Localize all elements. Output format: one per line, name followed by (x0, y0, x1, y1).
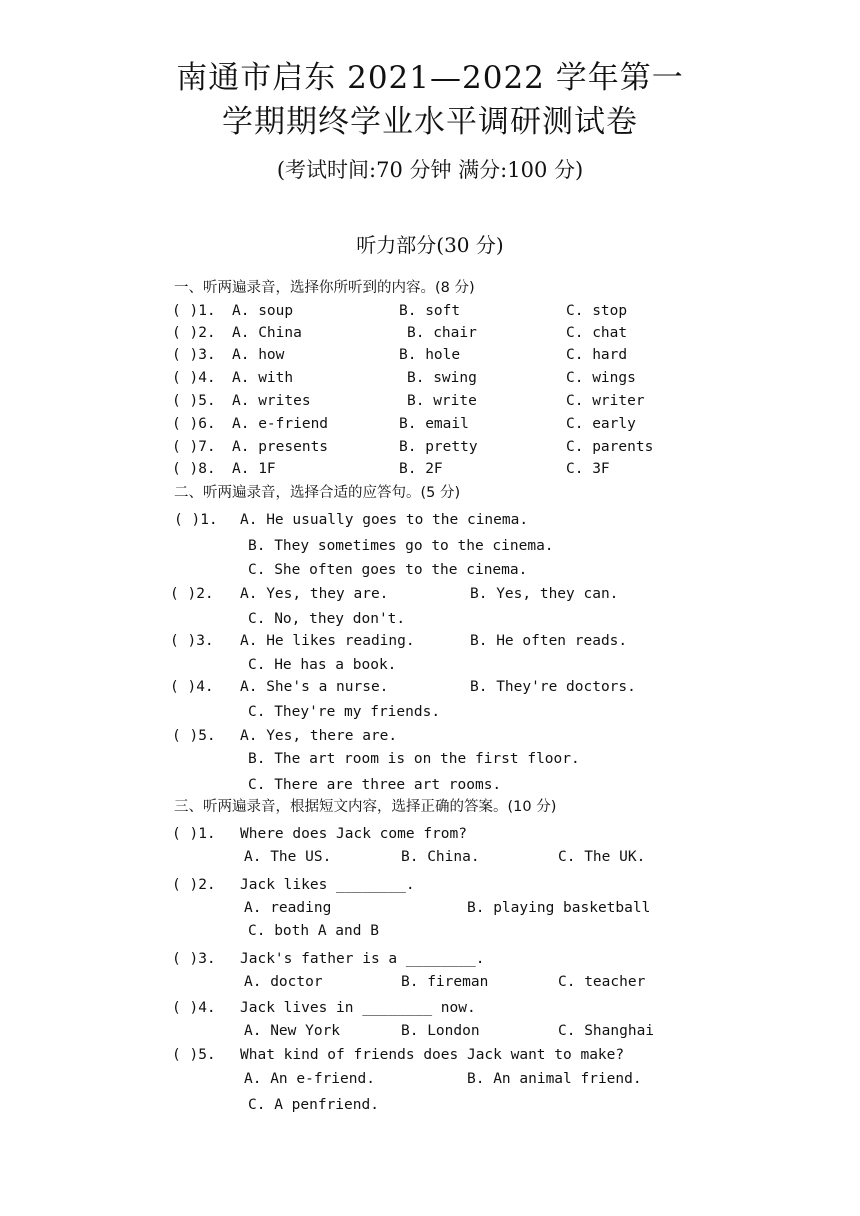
option-c: C. 3F (566, 461, 610, 477)
option-b: B. An animal friend. (467, 1071, 642, 1087)
item-number: ( )5. (172, 1047, 216, 1063)
option-a: A. He likes reading. (240, 633, 415, 649)
option-c: C. A penfriend. (248, 1097, 379, 1113)
option-b: B. The art room is on the first floor. (248, 751, 580, 767)
option-a: A. Yes, they are. (240, 586, 389, 602)
option-c: C. Shanghai (558, 1023, 655, 1039)
listening-part-title: 听力部分(30 分) (356, 233, 504, 257)
option-c: C. hard (566, 347, 628, 363)
option-b: B. hole (399, 347, 461, 363)
option-b: B. London (401, 1023, 480, 1039)
option-b: B. soft (399, 303, 461, 319)
option-a: A. An e-friend. (244, 1071, 375, 1087)
exam-title-line2: 学期期终学业水平调研测试卷 (222, 104, 638, 140)
item-number: ( )1. (172, 303, 216, 319)
item-number: ( )4. (172, 370, 216, 386)
item-number: ( )6. (172, 416, 216, 432)
option-a: A. with (232, 370, 294, 386)
item-number: ( )1. (172, 826, 216, 842)
option-b: B. chair (407, 325, 477, 341)
option-c: C. early (566, 416, 636, 432)
item-number: ( )8. (172, 461, 216, 477)
option-c: C. parents (566, 439, 654, 455)
item-number: ( )7. (172, 439, 216, 455)
option-a: A. e-friend (232, 416, 329, 432)
question-stem: Jack's father is a ________. (240, 951, 485, 967)
item-number: ( )5. (172, 728, 216, 744)
option-a: A. 1F (232, 461, 276, 477)
option-b: B. swing (407, 370, 477, 386)
exam-title-line1: 南通市启东 2021—2022 学年第一 (176, 60, 684, 96)
option-b: B. playing basketball (467, 900, 651, 916)
option-b: B. fireman (401, 974, 489, 990)
option-c: C. chat (566, 325, 628, 341)
option-a: A. doctor (244, 974, 323, 990)
option-c: C. They're my friends. (248, 704, 441, 720)
option-b: B. China. (401, 849, 480, 865)
item-number: ( )3. (170, 633, 214, 649)
option-a: A. Yes, there are. (240, 728, 398, 744)
item-number: ( )1. (174, 512, 218, 528)
item-number: ( )4. (170, 679, 214, 695)
option-c: C. stop (566, 303, 628, 319)
option-b: B. He often reads. (470, 633, 628, 649)
section3-heading: 三、听两遍录音，根据短文内容，选择正确的答案。(10 分) (174, 799, 557, 815)
option-a: A. writes (232, 393, 311, 409)
item-number: ( )2. (172, 877, 216, 893)
option-a: A. New York (244, 1023, 341, 1039)
option-b: B. Yes, they can. (470, 586, 619, 602)
option-a: A. She's a nurse. (240, 679, 389, 695)
option-a: A. China (232, 325, 302, 341)
option-c: C. writer (566, 393, 645, 409)
item-number: ( )2. (172, 325, 216, 341)
option-c: C. teacher (558, 974, 646, 990)
option-c: C. wings (566, 370, 636, 386)
option-b: B. They're doctors. (470, 679, 636, 695)
option-c: C. There are three art rooms. (248, 777, 502, 793)
option-a: A. He usually goes to the cinema. (240, 512, 529, 528)
section2-heading: 二、听两遍录音，选择合适的应答句。(5 分) (174, 485, 461, 501)
item-number: ( )2. (170, 586, 214, 602)
option-a: A. reading (244, 900, 332, 916)
question-stem: Jack likes ________. (240, 877, 415, 893)
option-c: C. He has a book. (248, 657, 397, 673)
option-a: A. how (232, 347, 285, 363)
exam-subtitle: (考试时间:70 分钟 满分:100 分) (276, 158, 584, 182)
question-stem: What kind of friends does Jack want to make? (240, 1047, 625, 1063)
option-a: A. The US. (244, 849, 332, 865)
item-number: ( )5. (172, 393, 216, 409)
option-b: B. email (399, 416, 469, 432)
option-a: A. soup (232, 303, 294, 319)
option-c: C. The UK. (558, 849, 646, 865)
question-stem: Where does Jack come from? (240, 826, 467, 842)
option-c: C. both A and B (248, 923, 379, 939)
option-a: A. presents (232, 439, 329, 455)
item-number: ( )3. (172, 347, 216, 363)
item-number: ( )4. (172, 1000, 216, 1016)
item-number: ( )3. (172, 951, 216, 967)
option-b: B. They sometimes go to the cinema. (248, 538, 554, 554)
option-c: C. She often goes to the cinema. (248, 562, 528, 578)
option-b: B. 2F (399, 461, 443, 477)
question-stem: Jack lives in ________ now. (240, 1000, 476, 1016)
option-b: B. write (407, 393, 477, 409)
option-b: B. pretty (399, 439, 478, 455)
option-c: C. No, they don't. (248, 611, 406, 627)
section1-heading: 一、听两遍录音，选择你所听到的内容。(8 分) (174, 280, 475, 296)
